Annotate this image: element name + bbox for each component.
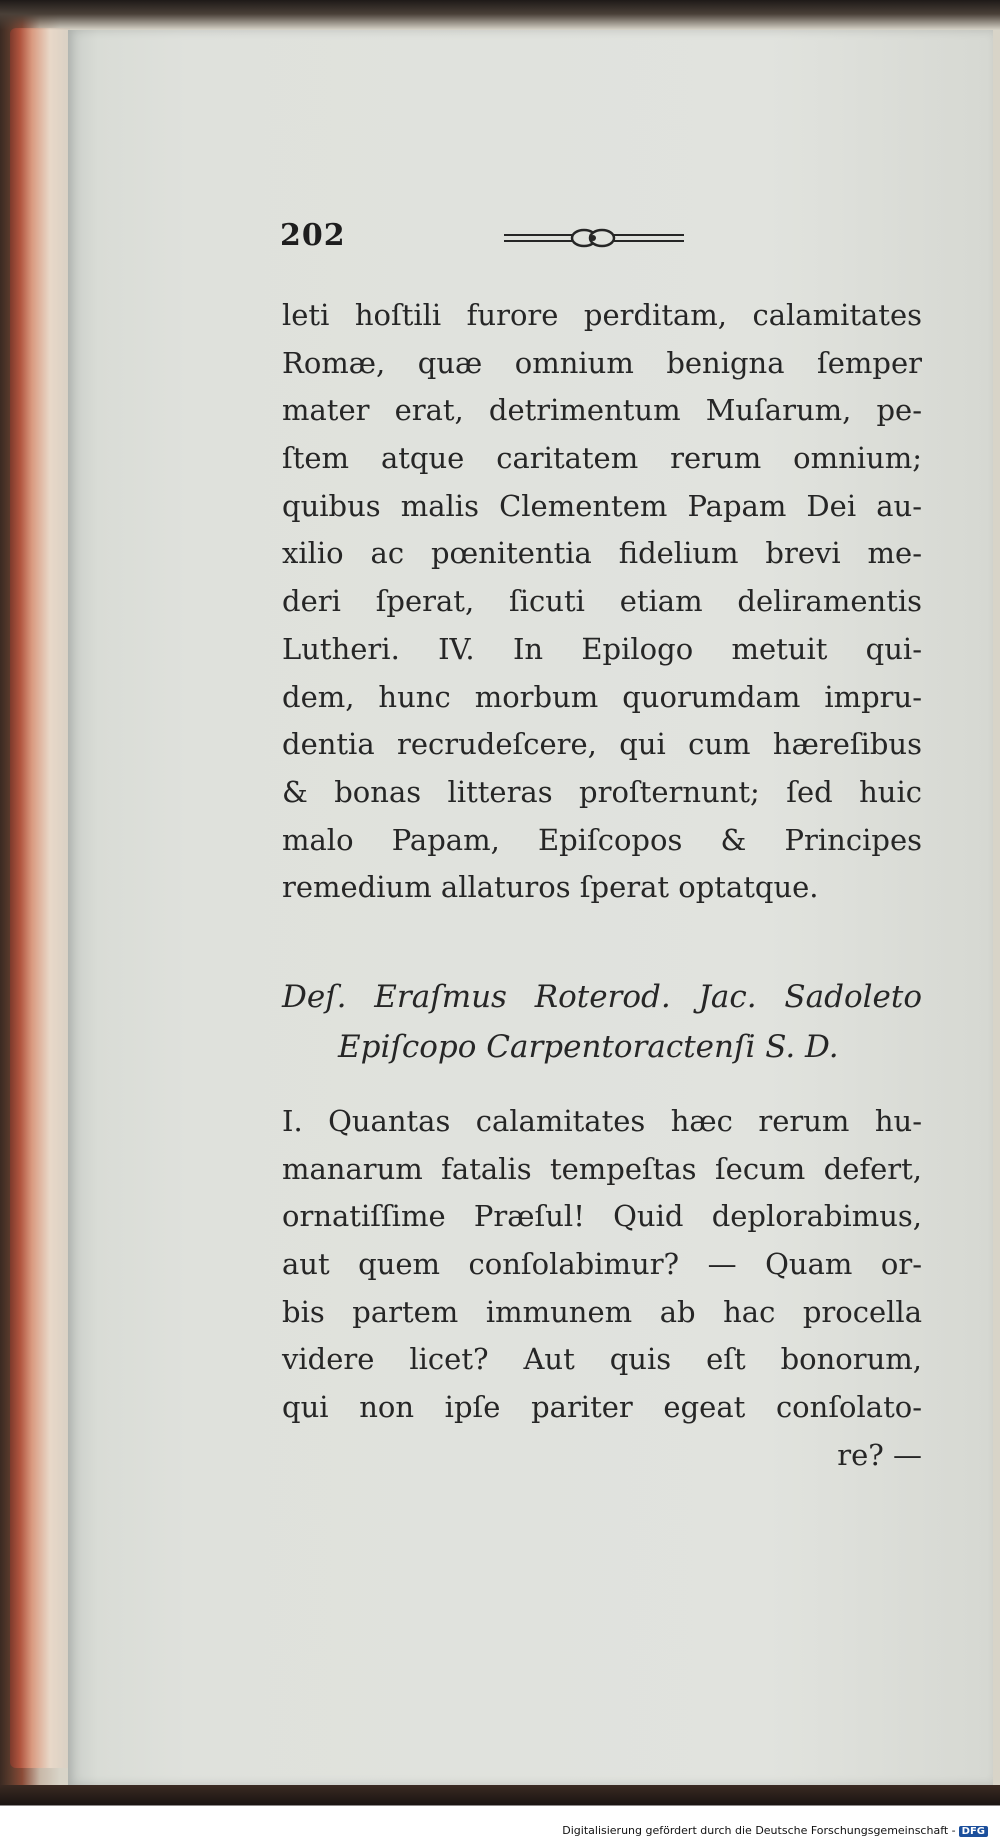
text-line: Romæ, quæ omnium benigna ſemper xyxy=(282,345,922,380)
letter-heading-line: Epiſcopo Carpentoractenſi S. D. xyxy=(338,1029,839,1065)
page-header xyxy=(280,218,695,258)
text-line: dentia recrudeſcere, qui cum hæreſibus xyxy=(282,727,922,762)
text-line: xilio ac pœnitentia fidelium brevi me- xyxy=(282,536,922,571)
text-line: mater erat, detrimentum Muſarum, pe- xyxy=(282,393,922,428)
catchword: re? — xyxy=(837,1437,922,1472)
text-line: videre licet? Aut quis eſt bonorum, xyxy=(282,1342,922,1377)
text-line: ſtem atque caritatem rerum omnium; xyxy=(282,441,922,476)
credit-text: Digitalisierung gefördert durch die Deutsche Forschungsgemeinschaft - xyxy=(562,1824,956,1837)
text-line: bis partem immunem ab hac procella xyxy=(282,1294,922,1329)
text-line: & bonas litteras proſternunt; ſed huic xyxy=(282,774,922,809)
text-line: deri ſperat, ſicuti etiam deliramentis xyxy=(282,584,922,619)
text-line: qui non ipſe pariter egeat conſolato- xyxy=(282,1390,922,1425)
page-number: 202 xyxy=(280,218,346,253)
text-line: aut quem conſolabimur? — Quam or- xyxy=(282,1247,922,1282)
book-page-edges xyxy=(10,28,70,1768)
top-shadow xyxy=(0,0,1000,30)
text-line: malo Papam, Epiſcopos & Principes xyxy=(282,822,922,857)
text-line: dem, hunc morbum quorumdam impru- xyxy=(282,679,922,714)
body-text xyxy=(282,292,922,912)
text-line: remedium allaturos ſperat optatque. xyxy=(282,870,819,905)
text-line: I. Quantas calamitates hæc rerum hu- xyxy=(282,1104,922,1138)
dfg-logo-icon: DFG xyxy=(959,1826,988,1837)
letter-heading-line: Deſ. Eraſmus Roterod. Jac. Sadoleto xyxy=(282,979,922,1015)
ornament-rule-icon xyxy=(504,228,684,248)
text-line: leti hoſtili furore perditam, calamitates xyxy=(282,298,922,332)
letter-heading xyxy=(282,972,922,1072)
text-line: Lutheri. IV. In Epilogo metuit qui- xyxy=(282,631,922,666)
text-line: ornatiſſime Præſul! Quid deplorabimus, xyxy=(282,1199,922,1234)
digitization-credit xyxy=(562,1824,988,1837)
text-line: quibus malis Clementem Papam Dei au- xyxy=(282,488,922,523)
text-line: manarum fatalis tempeſtas ſecum defert, xyxy=(282,1151,922,1186)
letter-text xyxy=(282,1098,922,1480)
